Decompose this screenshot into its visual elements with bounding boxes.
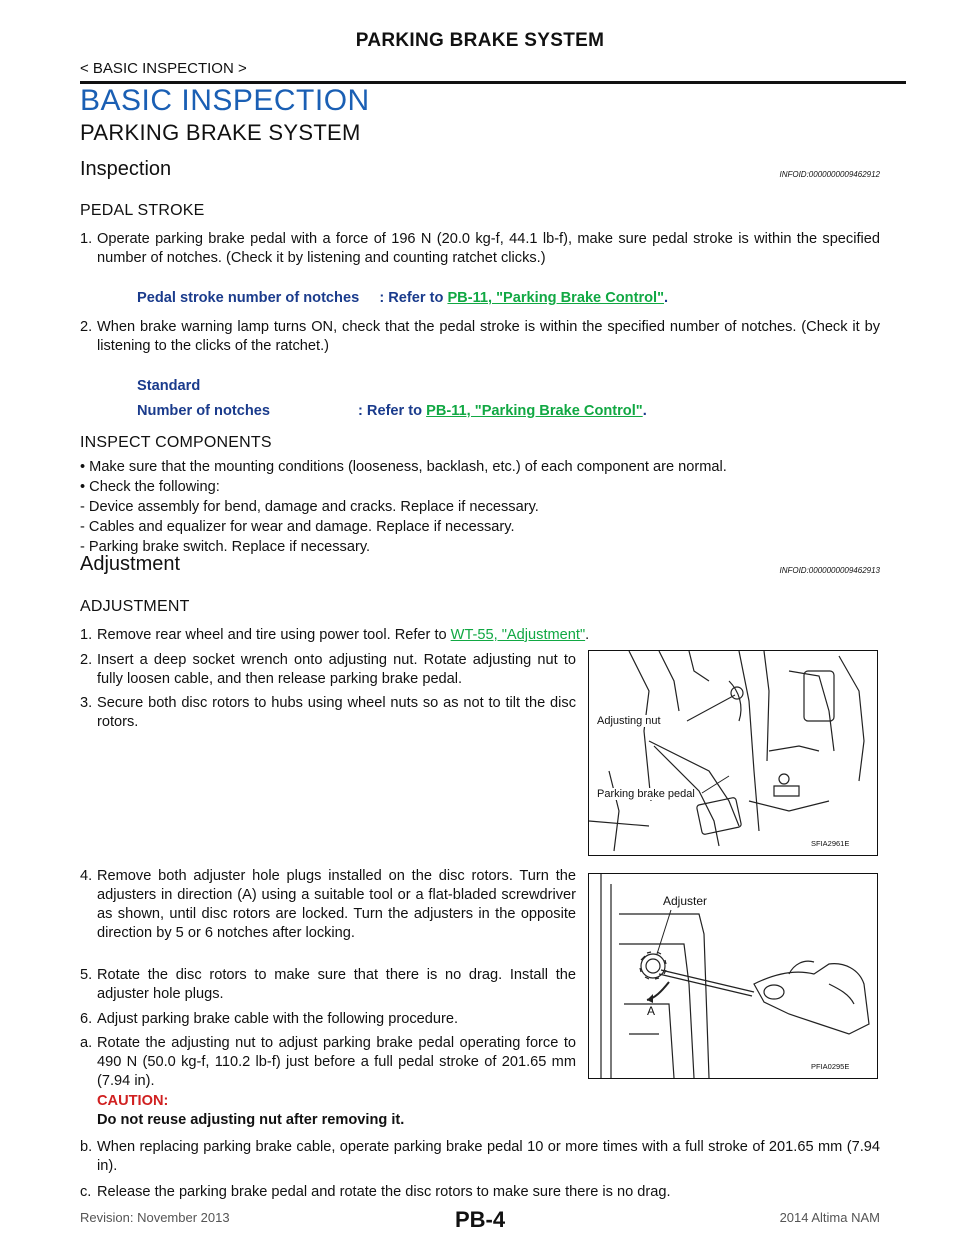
step-number: 2. xyxy=(80,319,93,335)
list-item: - Device assembly for bend, damage and cracks. Replace if necessary. xyxy=(80,499,539,515)
label-parking-brake-pedal: Parking brake pedal xyxy=(597,788,695,800)
adjust-step-3: 3. Secure both disc rotors to hubs using wheel nuts so as not to tilt the disc rotors. xyxy=(80,695,576,730)
list-item: - Parking brake switch. Replace if necessary. xyxy=(80,539,371,555)
link-pb-11[interactable]: PB-11, "Parking Brake Control" xyxy=(447,290,665,306)
step-text: When brake warning lamp turns ON, check that the pedal stroke is within the specified number of notches. (Check it by listening to the clicks of the ratchet.) xyxy=(97,319,880,354)
adjust-step-b: b. When replacing parking brake cable, operate parking brake pedal 10 or more times with a full stroke of 201.65 mm (7.94 in). xyxy=(80,1139,880,1174)
label-adjusting-nut: Adjusting nut xyxy=(597,715,661,727)
pedal-step-1 xyxy=(80,230,880,268)
footer-model: 2014 Altima NAM xyxy=(779,1210,880,1225)
list-item: • Make sure that the mounting conditions (looseness, backlash, etc.) of each component are normal. xyxy=(80,459,727,475)
link-wt-55[interactable]: WT-55, "Adjustment" xyxy=(450,627,586,643)
page-header-title: PARKING BRAKE SYSTEM xyxy=(355,30,605,51)
footer-revision: Revision: November 2013 xyxy=(80,1210,230,1225)
adjustment-subheading: ADJUSTMENT xyxy=(80,598,190,615)
adjust-step-c: c. Release the parking brake pedal and rotate the disc rotors to make sure there is no drag. xyxy=(80,1184,671,1200)
figure-adjuster xyxy=(588,873,878,1079)
pedal-stroke-heading: PEDAL STROKE xyxy=(80,202,205,219)
link-pb-11[interactable]: PB-11, "Parking Brake Control" xyxy=(426,403,643,419)
adjust-step-5: 5. Rotate the disc rotors to make sure that there is no drag. Install the adjuster hole plugs. xyxy=(80,967,576,1002)
list-item: - Cables and equalizer for wear and damage. Replace if necessary. xyxy=(80,519,515,535)
figure-code: PFIA0295E xyxy=(811,1062,850,1071)
label-direction-a: A xyxy=(647,1004,656,1018)
step-text: Operate parking brake pedal with a force of 196 N (20.0 kg-f, 44.1 lb-f), make sure pedal stroke is within the specified number of notches. (Check it by listening and counting ratchet clicks.) xyxy=(97,231,880,266)
figure-code: SFIA2961E xyxy=(811,839,850,848)
spec-separator: : Refer to xyxy=(379,290,448,306)
inspection-heading: Inspection xyxy=(80,158,172,180)
caution-label: CAUTION: xyxy=(97,1093,169,1109)
pedal-step-2 xyxy=(80,318,880,356)
adjust-step-6: 6. Adjust parking brake cable with the following procedure. xyxy=(80,1011,458,1027)
adjustment-heading: Adjustment xyxy=(80,553,181,575)
figure-parking-brake-pedal xyxy=(588,650,878,856)
pedal-illustration xyxy=(589,651,877,855)
adjust-step-2: 2. Insert a deep socket wrench onto adjusting nut. Rotate adjusting nut to fully loosen cable, and then release parking brake pedal. xyxy=(80,652,576,687)
adjustment-infoid: INFOID:0000000009462913 xyxy=(779,566,880,575)
list-item: • Check the following: xyxy=(80,479,220,495)
caution-text: Do not reuse adjusting nut after removing it. xyxy=(97,1112,405,1128)
spec-pedal-notches: Pedal stroke number of notches : Refer to PB-11, "Parking Brake Control". xyxy=(137,290,669,306)
step-number: 1. xyxy=(80,231,93,247)
spec-separator: : Refer to xyxy=(358,403,427,419)
subsection-title: PARKING BRAKE SYSTEM xyxy=(80,120,361,145)
spec-reference: : Refer to PB-11, "Parking Brake Control". xyxy=(358,403,647,419)
spec-number-of-notches xyxy=(137,403,270,419)
spec-label: Number of notches xyxy=(137,403,270,419)
section-title: BASIC INSPECTION xyxy=(80,84,370,117)
components-heading: INSPECT COMPONENTS xyxy=(80,434,272,451)
adjuster-illustration xyxy=(589,874,877,1078)
adjust-step-4: 4. Remove both adjuster hole plugs installed on the disc rotors. Turn the adjusters in direction (A) using a suitable tool or a flat-bladed screwdriver as shown, until disc rotors are locked. Turn the adjusters in the opposite direction by 5 or 6 notches after locking. xyxy=(80,868,576,941)
spec-standard-heading: Standard xyxy=(137,378,201,394)
page-number: PB-4 xyxy=(454,1207,506,1232)
inspection-infoid: INFOID:0000000009462912 xyxy=(779,170,880,179)
spec-label: Pedal stroke number of notches xyxy=(137,290,360,306)
adjust-step-a: a. Rotate the adjusting nut to adjust parking brake pedal operating force to 490 N (50.0 kg-f, 110.2 lb-f) just before a full pedal stroke of 201.65 mm (7.94 in). xyxy=(80,1035,576,1089)
caution-block xyxy=(97,1092,404,1130)
adjust-step-1: 1. Remove rear wheel and tire using power tool. Refer to WT-55, "Adjustment". xyxy=(80,627,590,643)
label-adjuster: Adjuster xyxy=(663,894,708,908)
breadcrumb: < BASIC INSPECTION > xyxy=(80,60,247,77)
